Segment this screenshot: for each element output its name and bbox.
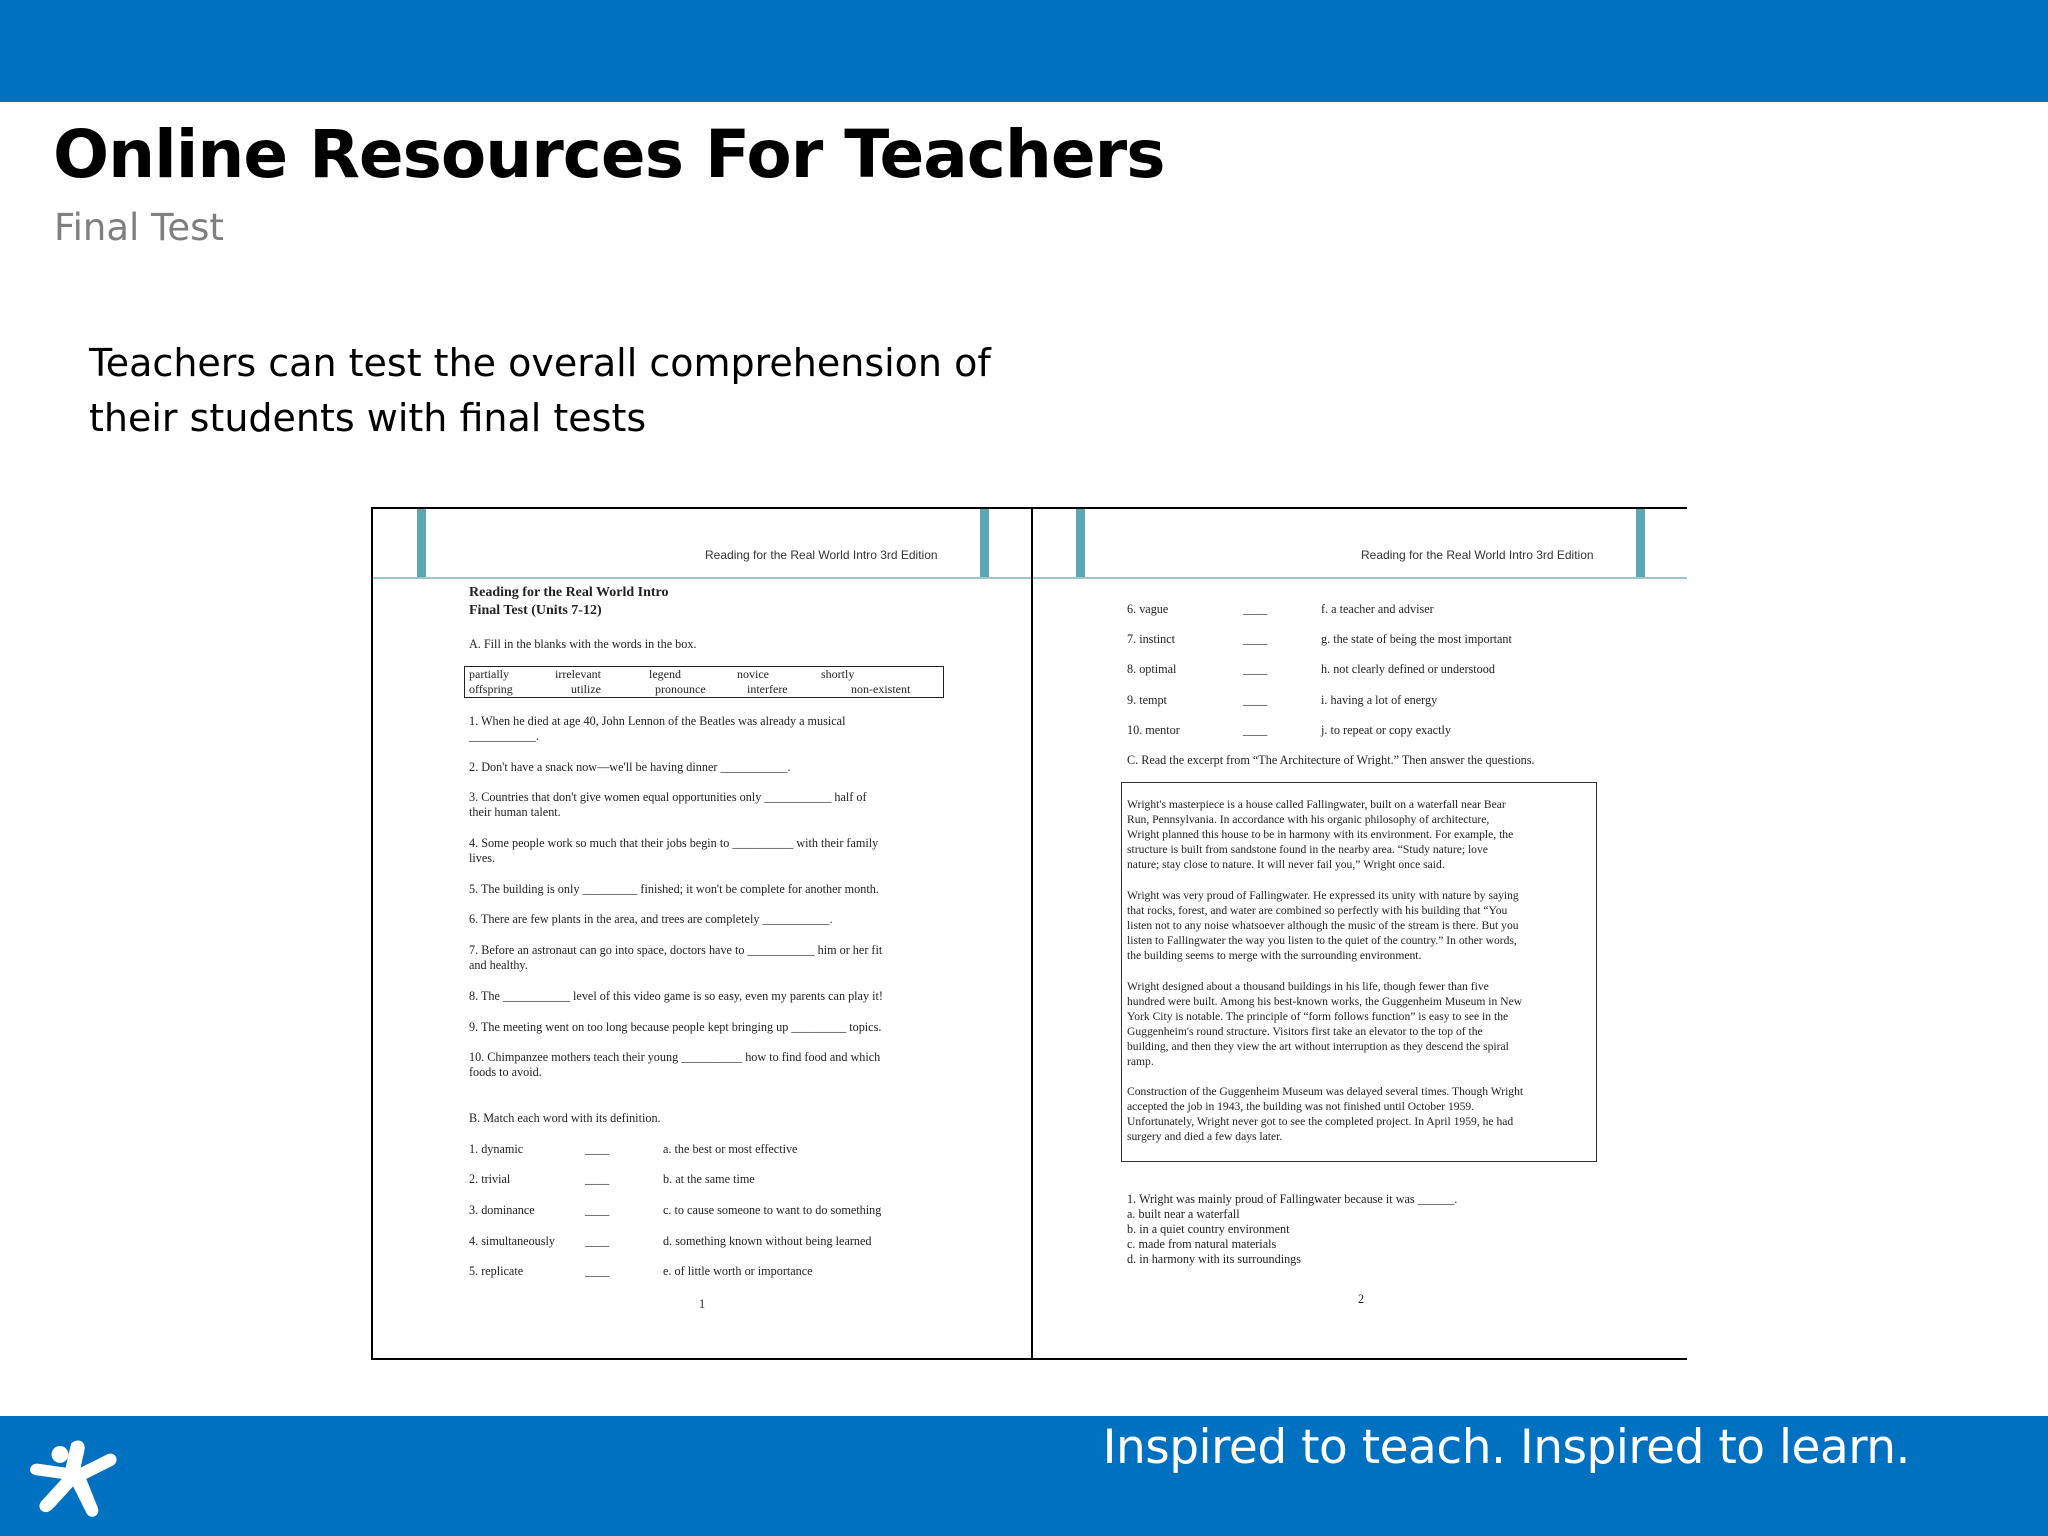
fill-item: 8. The ___________ level of this video game is so easy, even my parents can play it! — [469, 989, 883, 1003]
match-word: 9. tempt — [1127, 693, 1167, 707]
match-definition: b. at the same time — [663, 1172, 755, 1186]
match-word: 5. replicate — [469, 1264, 524, 1278]
question-option: a. built near a waterfall — [1127, 1207, 1240, 1221]
passage-line: Construction of the Guggenheim Museum was delayed several times. Though Wright — [1127, 1085, 1524, 1098]
passage-line: Wright designed about a thousand buildings in his life, though fewer than five — [1127, 980, 1489, 993]
match-blank: ____ — [1243, 662, 1268, 676]
match-definition: e. of little worth or importance — [663, 1264, 813, 1278]
passage-line: building, and then they view the art without interruption as they descend the spiral — [1127, 1040, 1509, 1053]
match-definition: a. the best or most effective — [663, 1142, 798, 1156]
fill-item: 1. When he died at age 40, John Lennon of the Beatles was already a musical — [469, 714, 846, 728]
fill-item: 6. There are few plants in the area, and trees are completely ___________. — [469, 912, 833, 926]
passage-line: listen not to any noise whatsoever although the music of the stream is there. But you — [1127, 919, 1519, 932]
match-word: 3. dominance — [469, 1203, 535, 1217]
passage-line: hundred were built. Among his best-known works, the Guggenheim Museum in New — [1127, 995, 1523, 1008]
slide-subtitle: Final Test — [54, 206, 224, 249]
match-blank: ____ — [1243, 632, 1268, 646]
passage-line: Unfortunately, Wright never got to see the completed project. In April 1959, he had — [1127, 1115, 1514, 1128]
match-blank: ____ — [585, 1172, 610, 1186]
word-bank-word: utilize — [571, 682, 601, 696]
section-b-instruction: B. Match each word with its definition. — [469, 1111, 661, 1125]
question-option: c. made from natural materials — [1127, 1237, 1277, 1251]
page-number: 2 — [1358, 1292, 1365, 1306]
match-blank: ____ — [585, 1203, 610, 1217]
word-bank-word: shortly — [821, 667, 855, 681]
test-document-preview — [371, 507, 1687, 1360]
match-definition: j. to repeat or copy exactly — [1321, 723, 1451, 737]
match-word: 7. instinct — [1127, 632, 1176, 646]
word-bank-word: novice — [737, 667, 769, 681]
page-header-rule — [1033, 577, 1687, 579]
match-blank: ____ — [585, 1234, 610, 1248]
slide-body-text: Teachers can test the overall comprehension of their students with final tests — [89, 341, 991, 440]
running-header: Reading for the Real World Intro 3rd Edition — [1361, 548, 1594, 562]
test-subtitle: Final Test (Units 7-12) — [469, 603, 602, 618]
footer-tagline: Inspired to teach. Inspired to learn. — [1102, 1420, 1910, 1475]
passage-line: that rocks, forest, and water are combined so perfectly with his building that “You — [1127, 904, 1508, 917]
page-header-tab — [1076, 509, 1085, 577]
running-header: Reading for the Real World Intro 3rd Edition — [705, 548, 938, 562]
fill-item: 2. Don't have a snack now—we'll be having dinner ___________. — [469, 760, 791, 774]
passage-line: Run, Pennsylvania. In accordance with his organic philosophy of architecture, — [1127, 813, 1490, 826]
test-title: Reading for the Real World Intro — [469, 585, 669, 600]
match-definition: f. a teacher and adviser — [1321, 602, 1434, 616]
page-header-rule — [373, 577, 1031, 579]
reading-excerpt-box — [1121, 782, 1597, 1162]
passage-line: Wright was very proud of Fallingwater. He expressed its unity with nature by saying — [1127, 889, 1519, 902]
fill-item-cont: lives. — [469, 851, 496, 865]
match-word: 1. dynamic — [469, 1142, 524, 1156]
match-definition: c. to cause someone to want to do something — [663, 1203, 882, 1217]
star-figure-logo-icon — [28, 1430, 122, 1524]
match-word: 6. vague — [1127, 602, 1169, 616]
word-bank-box — [464, 666, 944, 698]
section-a-instruction: A. Fill in the blanks with the words in the box. — [469, 637, 697, 651]
match-definition: i. having a lot of energy — [1321, 693, 1438, 707]
fill-item: 4. Some people work so much that their jobs begin to __________ with their family — [469, 836, 879, 850]
page-header-tab — [980, 509, 989, 577]
section-c-instruction: C. Read the excerpt from “The Architecture of Wright.” Then answer the questions. — [1127, 753, 1535, 767]
word-bank-word: interfere — [747, 682, 788, 696]
fill-item: 9. The meeting went on too long because people kept bringing up _________ topics. — [469, 1020, 882, 1034]
match-blank: ____ — [1243, 693, 1268, 707]
fill-item-cont: foods to avoid. — [469, 1065, 542, 1079]
word-bank-word: legend — [649, 667, 681, 681]
word-bank-word: irrelevant — [555, 667, 601, 681]
passage-line: nature; stay close to nature. It will never fail you,” Wright once said. — [1127, 858, 1445, 871]
fill-item: 10. Chimpanzee mothers teach their young __________ how to find food and which — [469, 1050, 881, 1064]
page-header-tab — [417, 509, 426, 577]
fill-item-cont: their human talent. — [469, 805, 561, 819]
passage-line: surgery and died a few days later. — [1127, 1130, 1283, 1143]
passage-line: structure is built from sandstone found in the nearby area. “Study nature; love — [1127, 843, 1488, 856]
match-blank: ____ — [1243, 723, 1268, 737]
passage-line: Guggenheim's round structure. Visitors first take an elevator to the top of the — [1127, 1025, 1483, 1038]
fill-item-cont: ___________. — [469, 729, 540, 743]
test-page-1 — [373, 509, 1031, 1358]
match-word: 8. optimal — [1127, 662, 1177, 676]
page-header-tab — [1636, 509, 1645, 577]
word-bank-word: offspring — [469, 682, 513, 696]
match-word: 2. trivial — [469, 1172, 511, 1186]
fill-item-cont: and healthy. — [469, 958, 528, 972]
match-definition: g. the state of being the most important — [1321, 632, 1512, 646]
match-word: 10. mentor — [1127, 723, 1180, 737]
question-option: b. in a quiet country environment — [1127, 1222, 1290, 1236]
match-blank: ____ — [1243, 602, 1268, 616]
slide-title: Online Resources For Teachers — [53, 116, 1165, 193]
match-blank: ____ — [585, 1264, 610, 1278]
fill-item: 3. Countries that don't give women equal opportunities only ___________ half of — [469, 790, 867, 804]
match-definition: d. something known without being learned — [663, 1234, 872, 1248]
word-bank-word: pronounce — [655, 682, 706, 696]
fill-item: 5. The building is only _________ finished; it won't be complete for another month. — [469, 882, 879, 896]
fill-item: 7. Before an astronaut can go into space, doctors have to ___________ him or her fit — [469, 943, 883, 957]
match-word: 4. simultaneously — [469, 1234, 555, 1248]
passage-line: Wright planned this house to be in harmony with its environment. For example, the — [1127, 828, 1514, 841]
question-option: d. in harmony with its surroundings — [1127, 1252, 1302, 1266]
top-banner — [0, 0, 2048, 102]
match-definition: h. not clearly defined or understood — [1321, 662, 1495, 676]
test-page-2 — [1031, 509, 1687, 1358]
passage-line: listen to Fallingwater the way you listen to the quiet of the country.” In other words, — [1127, 934, 1517, 947]
passage-line: York City is notable. The principle of “form follows function” is easy to see in the — [1127, 1010, 1509, 1023]
passage-line: the building seems to merge with the surrounding environment. — [1127, 949, 1422, 962]
question-stem: 1. Wright was mainly proud of Fallingwater because it was ______. — [1127, 1192, 1458, 1206]
match-blank: ____ — [585, 1142, 610, 1156]
passage-line: accepted the job in 1943, the building was not finished until October 1959. — [1127, 1100, 1475, 1113]
page-number: 1 — [699, 1297, 706, 1311]
word-bank-word: partially — [469, 667, 509, 681]
word-bank-word: non-existent — [851, 682, 911, 696]
passage-line: ramp. — [1127, 1055, 1154, 1068]
passage-line: Wright's masterpiece is a house called Fallingwater, built on a waterfall near Bear — [1127, 798, 1506, 811]
